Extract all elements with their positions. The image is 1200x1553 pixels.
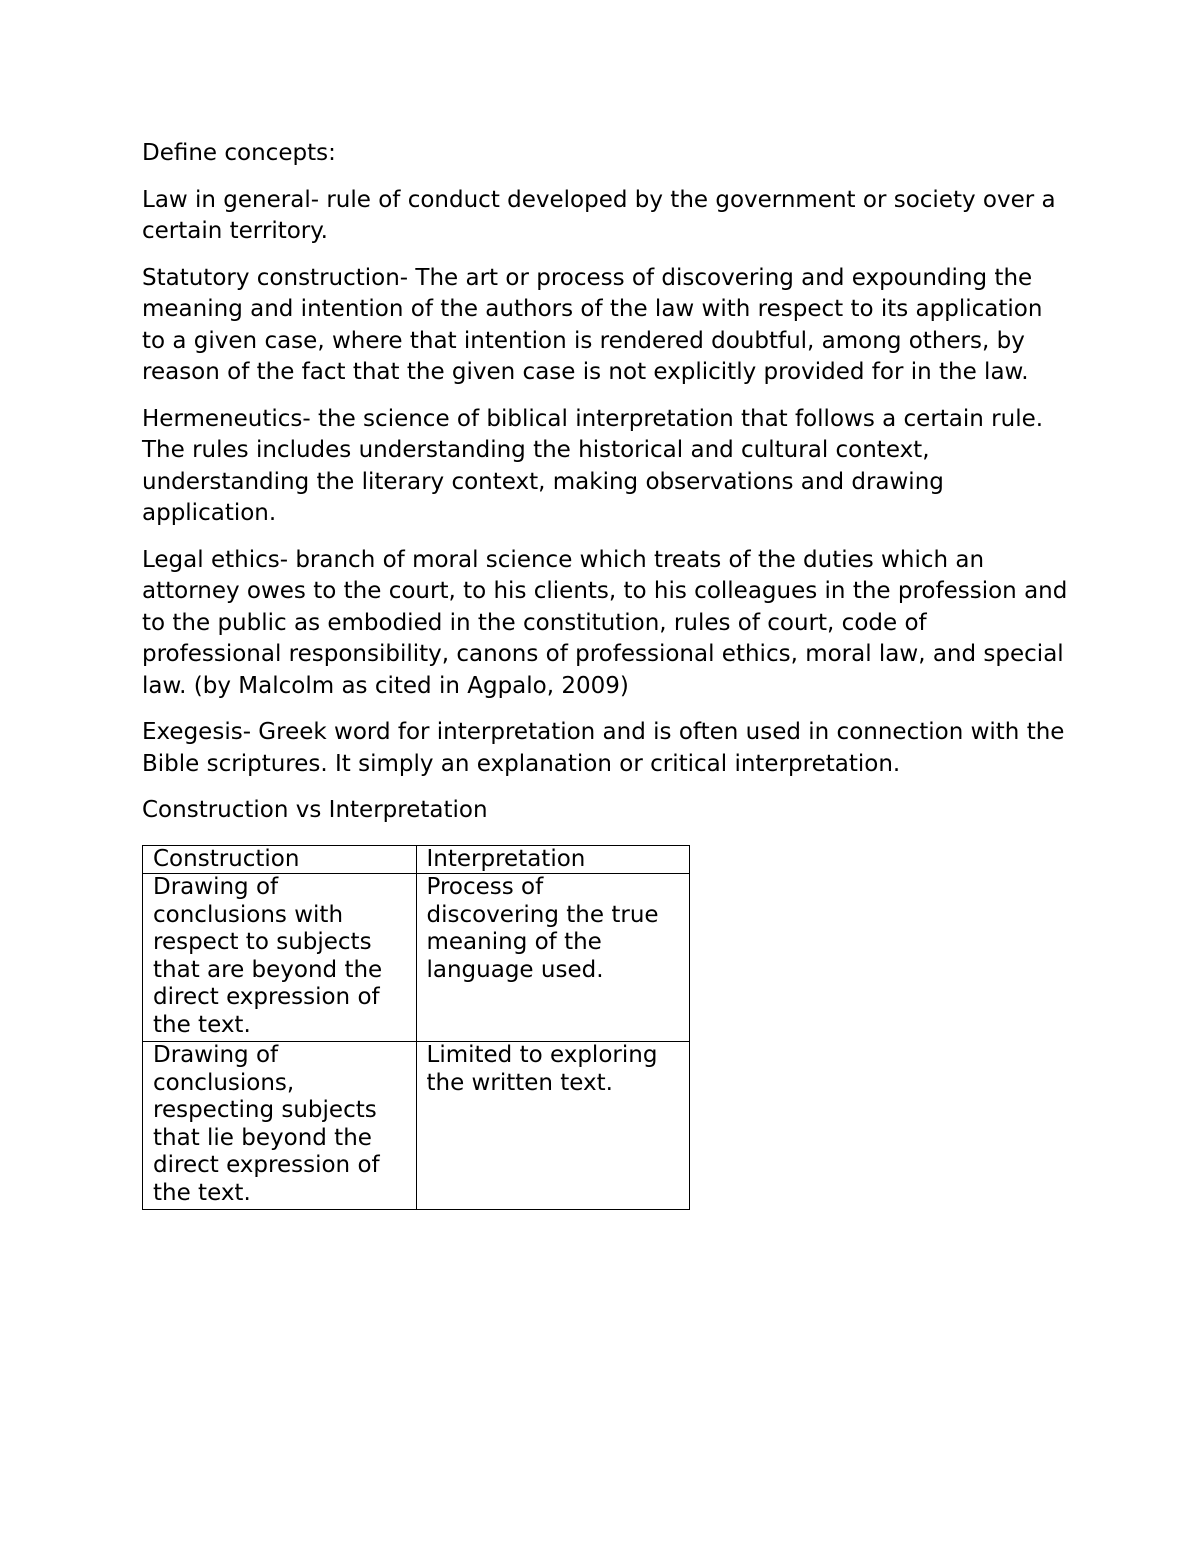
table-cell: Process of discovering the true meaning of the language used. [416, 874, 690, 1042]
table-row [143, 874, 690, 1042]
definition-hermeneutics: Hermeneutics- the science of biblical interpretation that follows a certain rule. The rules includes understanding the historical and cultural context, understanding the literary context, making observations and drawing application. [142, 405, 1044, 526]
table-cell: Limited to exploring the written text. [416, 1042, 690, 1210]
definition-law-in-general: Law in general- rule of conduct developed by the government or society over a certain territory. [142, 186, 1056, 244]
definition-statutory-construction: Statutory construction- The art or process of discovering and expounding the meaning and intention of the authors of the law with respect to its application to a given case, where that intention is rendered doubtful, among others, by reason of the fact that the given case is not explicitly provided for in the law. [142, 264, 1043, 385]
document-heading: Define concepts: [142, 140, 336, 166]
table-row [143, 1042, 690, 1210]
table-header-construction: Construction [143, 845, 417, 874]
document-page [142, 138, 1072, 1210]
definition-legal-ethics: Legal ethics- branch of moral science which treats of the duties which an attorney owes to the court, to his clients, to his colleagues in the profession and to the public as embodied in the constitution, rules of court, code of professional responsibility, canons of professional ethics, moral law, and special law. (by Malcolm as cited in Agpalo, 2009) [142, 546, 1068, 699]
table-header-row [143, 845, 690, 874]
comparison-title: Construction vs Interpretation [142, 797, 488, 823]
table-cell: Drawing of conclusions with respect to subjects that are beyond the direct expression of the text. [143, 874, 417, 1042]
definition-exegesis: Exegesis- Greek word for interpretation and is often used in connection with the Bible scriptures. It simply an explanation or critical interpretation. [142, 719, 1065, 777]
table-cell: Drawing of conclusions, respecting subjects that lie beyond the direct expression of the text. [143, 1042, 417, 1210]
comparison-table [142, 845, 690, 1211]
table-header-interpretation: Interpretation [416, 845, 690, 874]
